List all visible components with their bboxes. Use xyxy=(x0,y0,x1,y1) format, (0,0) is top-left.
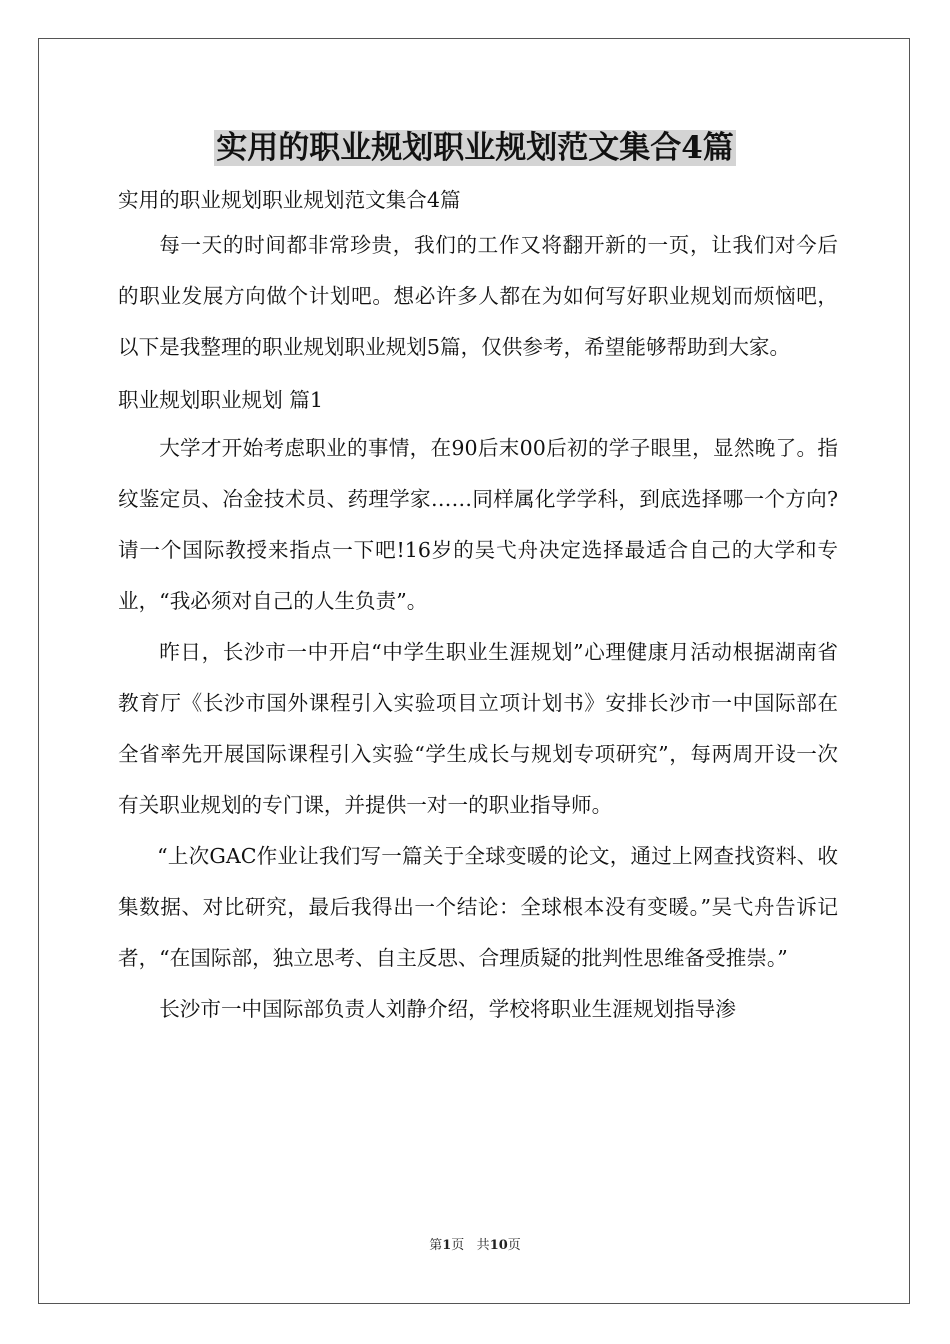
footer-page-unit: 页 xyxy=(451,1238,465,1253)
footer-page-prefix: 第 xyxy=(429,1238,443,1253)
body-paragraph-3: “上次GAC作业让我们写一篇关于全球变暖的论文，通过上网查找资料、收集数据、对比研究，最后我得出一个结论：全球根本没有变暖。”吴弋舟告诉记者，“在国际部，独立思考、自主反思、合理质疑的批判性思维备受推崇。” xyxy=(118,844,838,970)
document-subtitle: 实用的职业规划职业规划范文集合4篇 xyxy=(118,188,461,212)
intro-paragraph: 每一天的时间都非常珍贵，我们的工作又将翻开新的一页，让我们对今后的职业发展方向做个计划吧。想必许多人都在为如何写好职业规划而烦恼吧，以下是我整理的职业规划职业规划5篇，仅供参考，希望能够帮助到大家。 xyxy=(118,233,838,359)
footer-page-total: 10 xyxy=(489,1238,508,1253)
document-body xyxy=(118,180,838,1035)
document-title-text: 实用的职业规划职业规划范文集合4篇 xyxy=(216,130,734,166)
body-paragraph-2: 昨日，长沙市一中开启“中学生职业生涯规划”心理健康月活动根据湖南省教育厅《长沙市国外课程引入实验项目立项计划书》安排长沙市一中国际部在全省率先开展国际课程引入实验“学生成长与规划专项研究”，每两周开设一次有关职业规划的专门课，并提供一对一的职业指导师。 xyxy=(118,640,838,817)
footer-total-unit: 页 xyxy=(507,1238,521,1253)
body-paragraph-1: 大学才开始考虑职业的事情，在90后末00后初的学子眼里，显然晚了。指纹鉴定员、冶金技术员、药理学家……同样属化学学科，到底选择哪一个方向?请一个国际教授来指点一下吧!16岁的吴弋舟决定选择最适合自己的大学和专业，“我必须对自己的人生负责”。 xyxy=(118,436,838,613)
page-footer xyxy=(0,1237,950,1255)
footer-page-current: 1 xyxy=(442,1238,452,1253)
section-heading: 职业规划职业规划 篇1 xyxy=(118,388,323,412)
body-paragraph-4: 长沙市一中国际部负责人刘静介绍，学校将职业生涯规划指导渗 xyxy=(159,997,736,1021)
footer-total-prefix: 共 xyxy=(476,1238,490,1253)
document-title xyxy=(0,126,950,170)
